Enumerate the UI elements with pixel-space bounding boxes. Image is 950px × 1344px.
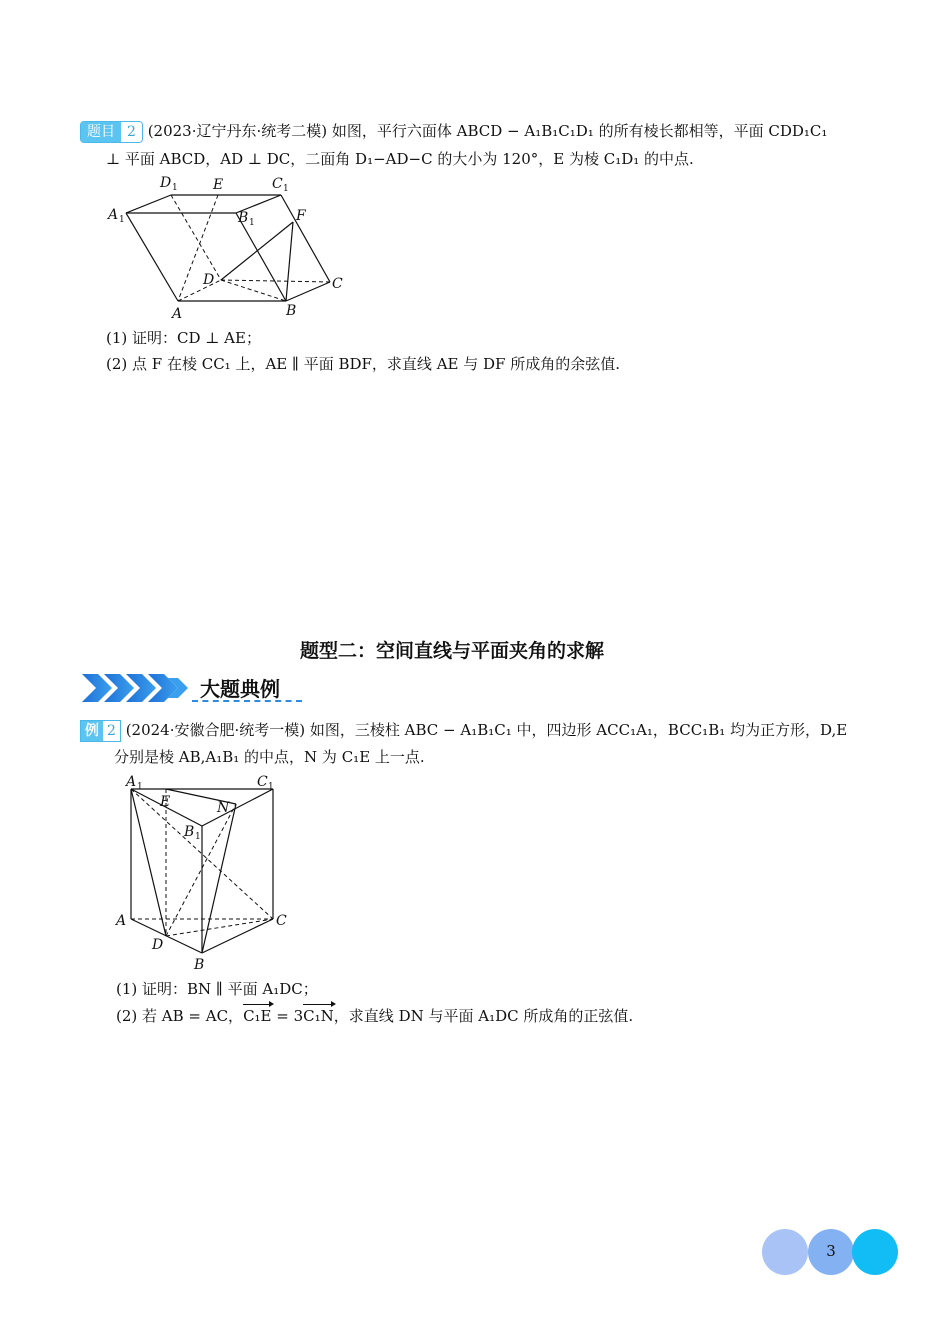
sub-A1: 1 xyxy=(119,215,125,225)
parallelepiped-figure xyxy=(100,172,360,322)
example-text-line2: 分别是棱 AB,A₁B₁ 的中点，N 为 C₁E 上一点. xyxy=(114,748,425,766)
sub-C1: 1 xyxy=(268,782,274,792)
label-A1: A xyxy=(108,207,119,223)
section-title: 题型二：空间直线与平面夹角的求解 xyxy=(300,640,605,662)
prism-figure xyxy=(110,768,300,978)
label-B: B xyxy=(194,957,205,973)
problem1-tag-number: 2 xyxy=(121,122,142,142)
example-tag-label: 例 xyxy=(81,721,103,741)
problem1-line1 xyxy=(80,120,827,143)
problem1-tag xyxy=(80,121,143,143)
example-question2 xyxy=(116,1005,633,1027)
section-band xyxy=(82,670,312,706)
label-C1: C xyxy=(272,176,283,192)
label-A: A xyxy=(116,913,127,929)
sub-B1: 1 xyxy=(195,832,201,842)
problem1-text-line1: (2023·辽宁丹东·统考二模) 如图，平行六面体 ABCD − A₁B₁C₁D₁ 的所有棱长都相等，平面 CDD₁C₁ xyxy=(147,122,828,140)
sub-A1: 1 xyxy=(137,782,143,792)
page-number: 3 xyxy=(826,1242,836,1260)
example-text-line1: (2024·安徽合肥·统考一模) 如图，三棱柱 ABC − A₁B₁C₁ 中，四边形 ACC₁A₁，BCC₁B₁ 均为正方形，D,E xyxy=(125,721,848,739)
label-A: A xyxy=(172,306,183,322)
problem1-tag-label: 题目 xyxy=(81,122,121,142)
label-F: F xyxy=(296,208,306,224)
problem1-text-line2: ⊥ 平面 ABCD，AD ⊥ DC，二面角 D₁−AD−C 的大小为 120°，E 为棱 C₁D₁ 的中点. xyxy=(106,150,694,168)
label-B1: B xyxy=(184,824,195,840)
label-C1: C xyxy=(257,774,268,790)
example-question1: (1) 证明：BN ∥ 平面 A₁DC； xyxy=(116,980,318,998)
footer-circle-left xyxy=(762,1229,808,1275)
label-C: C xyxy=(276,913,287,929)
vector-C1E: C₁E xyxy=(243,1007,272,1025)
example-q2-mid: = 3 xyxy=(271,1007,304,1025)
vector-C1N: C₁N xyxy=(303,1007,334,1025)
label-D1: D xyxy=(160,175,172,191)
example-q2-post: ，求直线 DN 与平面 A₁DC 所成角的正弦值. xyxy=(333,1007,634,1025)
example-tag-number: 2 xyxy=(107,723,116,739)
example-q2-pre: (2) 若 AB = AC， xyxy=(116,1007,244,1025)
footer-circle-middle xyxy=(808,1229,854,1275)
label-A1: A xyxy=(126,774,137,790)
label-E: E xyxy=(160,794,171,810)
label-E: E xyxy=(213,177,224,193)
example-tag xyxy=(80,720,121,742)
footer-circle-right xyxy=(852,1229,898,1275)
label-D: D xyxy=(152,937,164,953)
band-label: 大题典例 xyxy=(200,677,280,701)
example-line1 xyxy=(80,719,847,742)
label-B1: B xyxy=(238,210,249,226)
problem1-question1: (1) 证明：CD ⊥ AE； xyxy=(106,329,261,347)
sub-B1: 1 xyxy=(249,218,255,228)
sub-D1: 1 xyxy=(172,183,178,193)
chevrons-icon xyxy=(82,672,192,704)
label-N: N xyxy=(217,800,230,816)
band-dashed-underline xyxy=(192,700,302,702)
label-C: C xyxy=(332,276,343,292)
sub-C1: 1 xyxy=(283,184,289,194)
label-B: B xyxy=(286,303,297,319)
label-D: D xyxy=(203,272,215,288)
problem1-question2: (2) 点 F 在棱 CC₁ 上，AE ∥ 平面 BDF，求直线 AE 与 DF 所成角的余弦值. xyxy=(106,355,620,373)
